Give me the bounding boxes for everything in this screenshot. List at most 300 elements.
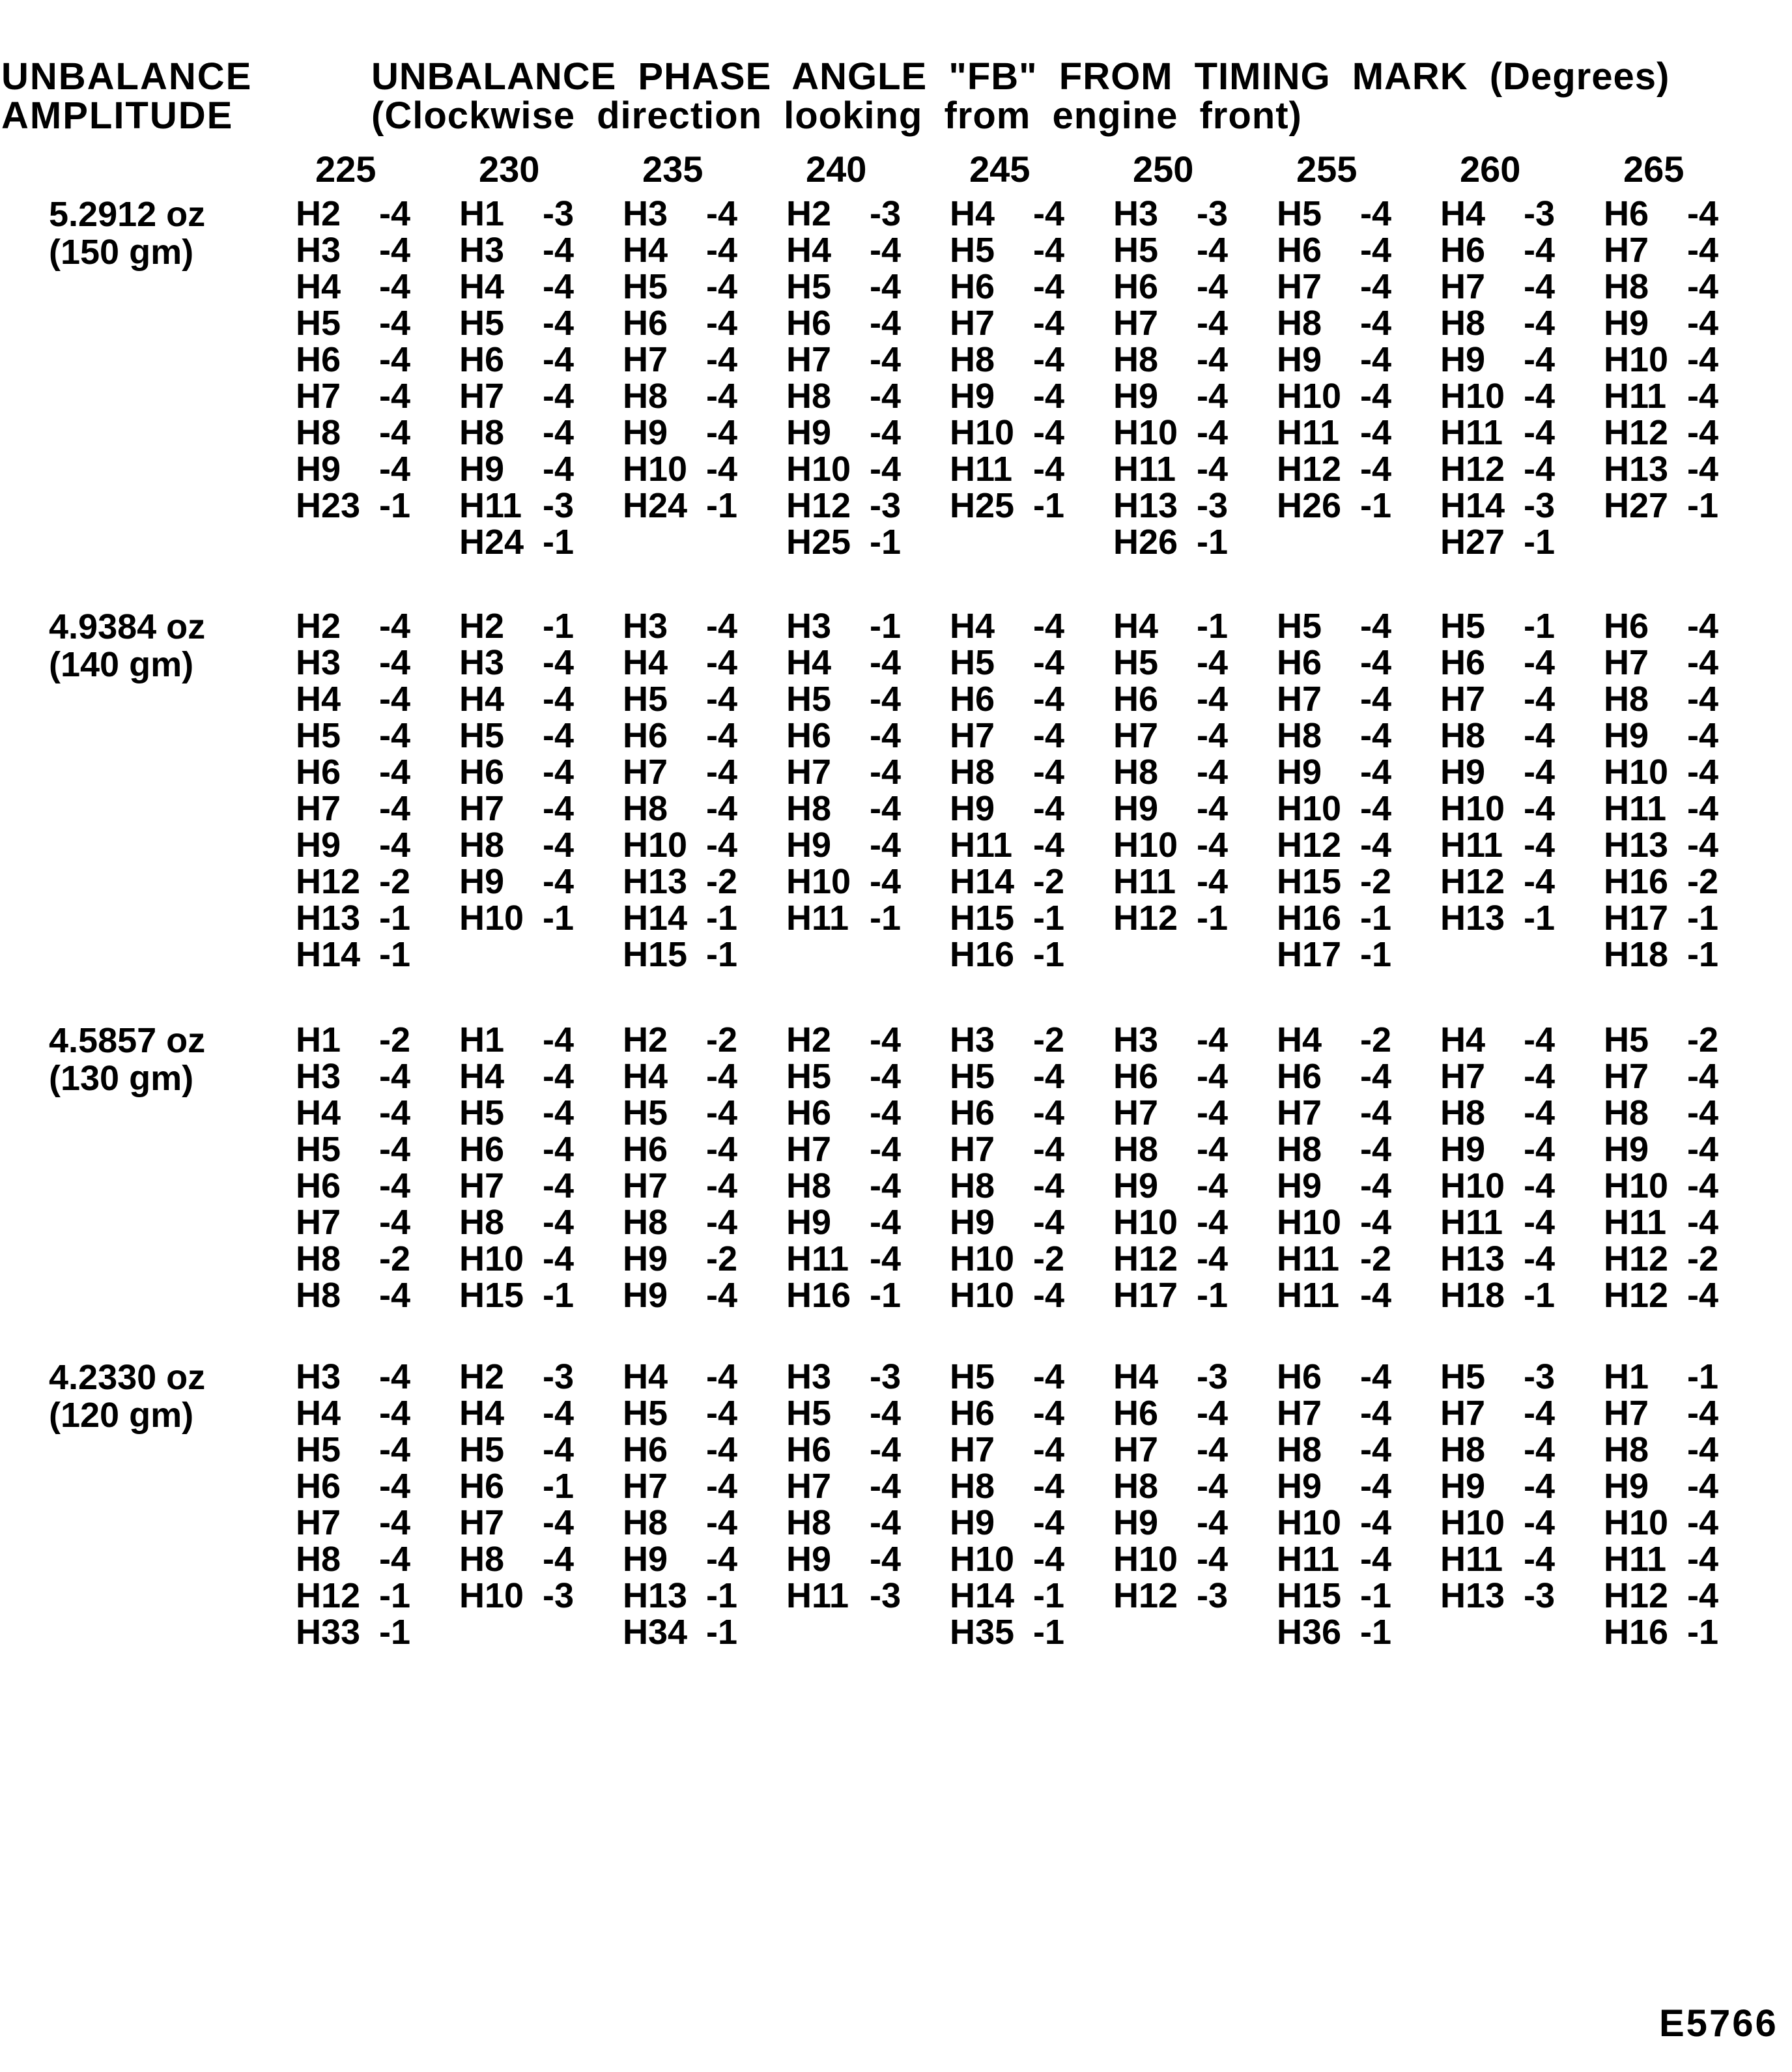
- harmonic-order: H4: [296, 1093, 341, 1132]
- harmonic-order: H7: [1604, 231, 1649, 270]
- phase-offset: -4: [1033, 450, 1065, 489]
- angle-column-250: [1113, 1022, 1277, 1314]
- phase-offset: -4: [1033, 643, 1065, 682]
- phase-offset: -4: [1524, 1093, 1556, 1132]
- harmonic-entry: [623, 414, 786, 451]
- harmonic-entry: [1113, 1022, 1277, 1058]
- phase-offset: -3: [870, 1576, 902, 1615]
- harmonic-entry: [786, 195, 950, 232]
- harmonic-order: H9: [1604, 1130, 1649, 1169]
- harmonic-entry: [786, 341, 950, 378]
- harmonic-order: H3: [296, 1357, 341, 1396]
- harmonic-entry: [950, 754, 1113, 790]
- phase-offset: -4: [543, 716, 575, 755]
- phase-offset: -4: [543, 680, 575, 719]
- harmonic-order: H10: [1113, 826, 1178, 865]
- amplitude-group: [49, 195, 1767, 560]
- harmonic-order: H9: [1604, 716, 1649, 755]
- phase-offset: -4: [1033, 194, 1065, 233]
- harmonic-entry: [623, 1241, 786, 1277]
- harmonic-order: H18: [1604, 935, 1669, 974]
- harmonic-order: H9: [786, 826, 832, 865]
- harmonic-entry: [1440, 681, 1604, 717]
- phase-offset: -4: [543, 1130, 575, 1169]
- harmonic-entry: [296, 341, 459, 378]
- phase-offset: -4: [706, 413, 738, 452]
- harmonic-order: H15: [459, 1276, 524, 1315]
- harmonic-order: H9: [1277, 1467, 1322, 1506]
- harmonic-entry: [950, 232, 1113, 268]
- harmonic-order: H7: [1440, 267, 1486, 306]
- phase-offset: -4: [1687, 377, 1719, 416]
- harmonic-order: H4: [1113, 607, 1159, 646]
- harmonic-order: H8: [786, 377, 832, 416]
- harmonic-entry: [1440, 1541, 1604, 1577]
- harmonic-order: H6: [950, 1093, 995, 1132]
- phase-offset: -4: [1524, 450, 1556, 489]
- harmonic-order: H14: [950, 862, 1015, 901]
- harmonic-entry: [459, 1432, 623, 1468]
- harmonic-order: H9: [1440, 753, 1486, 792]
- harmonic-order: H4: [296, 1394, 341, 1433]
- harmonic-entry: [459, 195, 623, 232]
- harmonic-order: H7: [623, 1166, 668, 1205]
- harmonic-entry: [1604, 1614, 1767, 1650]
- harmonic-entry: [1440, 487, 1604, 524]
- phase-offset: -4: [1687, 1540, 1719, 1579]
- phase-offset: -4: [1524, 1467, 1556, 1506]
- harmonic-order: H10: [950, 413, 1015, 452]
- phase-offset: -4: [706, 716, 738, 755]
- phase-offset: -1: [1687, 899, 1719, 938]
- harmonic-entry: [1113, 195, 1277, 232]
- harmonic-entry: [459, 1468, 623, 1504]
- harmonic-order: H10: [459, 1239, 524, 1278]
- harmonic-order: H8: [950, 753, 995, 792]
- phase-offset: -3: [543, 486, 575, 525]
- harmonic-order: H6: [1440, 643, 1486, 682]
- harmonic-entry: [1440, 414, 1604, 451]
- harmonic-order: H9: [1277, 1166, 1322, 1205]
- phase-offset: -4: [1360, 450, 1392, 489]
- phase-offset: -4: [379, 789, 411, 828]
- harmonic-entry: [459, 608, 623, 644]
- harmonic-entry: [1277, 1095, 1440, 1131]
- harmonic-order: H9: [1113, 1166, 1159, 1205]
- harmonic-order: H11: [1604, 1540, 1667, 1579]
- phase-offset: -4: [379, 1503, 411, 1542]
- harmonic-entry: [296, 232, 459, 268]
- harmonic-order: H8: [1113, 340, 1159, 379]
- angle-column-240: [786, 1022, 950, 1314]
- phase-offset: -1: [1360, 935, 1392, 974]
- harmonic-entry: [459, 268, 623, 305]
- harmonic-entry: [786, 1359, 950, 1395]
- phase-offset: -4: [1197, 1239, 1229, 1278]
- harmonic-entry: [950, 378, 1113, 414]
- harmonic-entry: [1604, 195, 1767, 232]
- harmonic-entry: [1277, 1168, 1440, 1204]
- harmonic-entry: [1440, 827, 1604, 863]
- group-columns: [296, 195, 1767, 560]
- phase-offset: -4: [379, 413, 411, 452]
- phase-offset: -4: [379, 716, 411, 755]
- harmonic-order: H9: [1113, 377, 1159, 416]
- harmonic-entry: [459, 487, 623, 524]
- harmonic-order: H5: [786, 680, 832, 719]
- harmonic-entry: [623, 1395, 786, 1432]
- harmonic-order: H8: [950, 340, 995, 379]
- harmonic-entry: [623, 232, 786, 268]
- harmonic-order: H4: [623, 231, 668, 270]
- phase-offset: -4: [1687, 643, 1719, 682]
- angle-column-250: [1113, 608, 1277, 973]
- harmonic-order: H5: [1113, 643, 1159, 682]
- phase-offset: -4: [379, 1093, 411, 1132]
- harmonic-entry: [1277, 1468, 1440, 1504]
- phase-offset: -4: [1033, 607, 1065, 646]
- phase-offset: -4: [379, 1203, 411, 1242]
- phase-offset: -4: [1687, 267, 1719, 306]
- harmonic-order: H8: [950, 1467, 995, 1506]
- phase-offset: -4: [379, 753, 411, 792]
- harmonic-order: H8: [1277, 1430, 1322, 1469]
- phase-offset: -1: [379, 1576, 411, 1615]
- angle-column-240: [786, 608, 950, 973]
- harmonic-order: H7: [1277, 1093, 1322, 1132]
- harmonic-entry: [1113, 1168, 1277, 1204]
- phase-offset: -1: [1033, 935, 1065, 974]
- harmonic-order: H4: [1113, 1357, 1159, 1396]
- angle-column-265: [1604, 608, 1767, 973]
- harmonic-entry: [623, 1614, 786, 1650]
- harmonic-entry: [1277, 863, 1440, 900]
- harmonic-entry: [950, 305, 1113, 341]
- harmonic-order: H12: [1113, 899, 1178, 938]
- harmonic-order: H10: [786, 862, 851, 901]
- harmonic-entry: [950, 451, 1113, 487]
- phase-offset: -4: [543, 340, 575, 379]
- harmonic-entry: [459, 1504, 623, 1541]
- harmonic-entry: [950, 1504, 1113, 1541]
- harmonic-order: H5: [1440, 1357, 1486, 1396]
- harmonic-entry: [623, 1468, 786, 1504]
- harmonic-entry: [623, 1577, 786, 1614]
- harmonic-order: H13: [1440, 899, 1505, 938]
- harmonic-order: H7: [1440, 680, 1486, 719]
- harmonic-order: H6: [950, 680, 995, 719]
- harmonic-entry: [1604, 1168, 1767, 1204]
- phase-offset: -4: [1687, 1503, 1719, 1542]
- harmonic-entry: [1113, 644, 1277, 681]
- phase-offset: -1: [379, 935, 411, 974]
- phase-offset: -4: [1687, 1276, 1719, 1315]
- phase-offset: -4: [543, 1020, 575, 1059]
- harmonic-order: H3: [459, 231, 505, 270]
- phase-offset: -4: [1524, 1166, 1556, 1205]
- harmonic-entry: [1440, 1241, 1604, 1277]
- phase-offset: -4: [1687, 607, 1719, 646]
- phase-offset: -4: [1197, 413, 1229, 452]
- harmonic-order: H9: [623, 1540, 668, 1579]
- harmonic-entry: [950, 195, 1113, 232]
- harmonic-order: H2: [459, 1357, 505, 1396]
- harmonic-order: H9: [623, 1276, 668, 1315]
- harmonic-entry: [623, 1168, 786, 1204]
- harmonic-order: H5: [623, 1394, 668, 1433]
- harmonic-entry: [623, 378, 786, 414]
- harmonic-order: H4: [1440, 1020, 1486, 1059]
- harmonic-order: H5: [786, 267, 832, 306]
- phase-offset: -4: [543, 267, 575, 306]
- harmonic-entry: [950, 1468, 1113, 1504]
- phase-offset: -4: [543, 753, 575, 792]
- phase-offset: -4: [1687, 789, 1719, 828]
- harmonic-order: H5: [786, 1057, 832, 1096]
- phase-offset: -4: [379, 304, 411, 343]
- harmonic-entry: [1277, 1058, 1440, 1095]
- harmonic-order: H11: [1440, 1203, 1503, 1242]
- phase-offset: -4: [1197, 1503, 1229, 1542]
- phase-offset: -4: [1360, 1357, 1392, 1396]
- harmonic-order: H8: [623, 789, 668, 828]
- phase-offset: -4: [1524, 304, 1556, 343]
- phase-offset: -4: [1197, 680, 1229, 719]
- phase-offset: -4: [706, 340, 738, 379]
- harmonic-entry: [1440, 451, 1604, 487]
- phase-offset: -2: [1687, 1239, 1719, 1278]
- harmonic-entry: [1440, 1058, 1604, 1095]
- harmonic-entry: [623, 1541, 786, 1577]
- harmonic-order: H16: [1604, 1613, 1669, 1652]
- harmonic-order: H13: [623, 862, 688, 901]
- phase-offset: -4: [1687, 340, 1719, 379]
- phase-offset: -4: [543, 1203, 575, 1242]
- angle-column-225: [296, 1359, 459, 1650]
- harmonic-entry: [1440, 1204, 1604, 1241]
- harmonic-entry: [296, 936, 459, 973]
- phase-offset: -4: [1033, 716, 1065, 755]
- phase-offset: -4: [870, 1394, 902, 1433]
- harmonic-order: H14: [950, 1576, 1015, 1615]
- phase-offset: -4: [1033, 1503, 1065, 1542]
- harmonic-entry: [296, 1359, 459, 1395]
- harmonic-order: H6: [459, 1130, 505, 1169]
- harmonic-order: H11: [1113, 450, 1176, 489]
- harmonic-order: H11: [1113, 862, 1176, 901]
- phase-offset: -4: [543, 643, 575, 682]
- phase-offset: -4: [1033, 680, 1065, 719]
- harmonic-entry: [459, 1131, 623, 1168]
- harmonic-order: H6: [1113, 1057, 1159, 1096]
- phase-offset: -4: [870, 450, 902, 489]
- harmonic-entry: [459, 863, 623, 900]
- phase-offset: -4: [1197, 862, 1229, 901]
- phase-offset: -4: [1033, 1394, 1065, 1433]
- angle-column-245: [950, 1022, 1113, 1314]
- harmonic-order: H6: [1277, 1057, 1322, 1096]
- harmonic-entry: [786, 1395, 950, 1432]
- harmonic-order: H3: [623, 607, 668, 646]
- harmonic-entry: [1277, 305, 1440, 341]
- phase-offset: -4: [1524, 1203, 1556, 1242]
- harmonic-entry: [950, 268, 1113, 305]
- harmonic-entry: [1277, 754, 1440, 790]
- phase-offset: -1: [870, 1276, 902, 1315]
- harmonic-entry: [950, 863, 1113, 900]
- phase-offset: -3: [870, 486, 902, 525]
- harmonic-entry: [1604, 1468, 1767, 1504]
- harmonic-order: H2: [786, 194, 832, 233]
- harmonic-entry: [296, 1095, 459, 1131]
- phase-offset: -4: [706, 1357, 738, 1396]
- phase-offset: -4: [1033, 1467, 1065, 1506]
- harmonic-entry: [950, 936, 1113, 973]
- harmonic-order: H6: [786, 716, 832, 755]
- harmonic-entry: [1277, 681, 1440, 717]
- harmonic-entry: [950, 1395, 1113, 1432]
- harmonic-entry: [623, 1058, 786, 1095]
- harmonic-order: H13: [296, 899, 361, 938]
- harmonic-entry: [296, 1577, 459, 1614]
- phase-offset: -4: [1687, 194, 1719, 233]
- phase-offset: -4: [1687, 231, 1719, 270]
- phase-offset: -4: [870, 1503, 902, 1542]
- phase-offset: -4: [543, 1239, 575, 1278]
- harmonic-order: H4: [1440, 194, 1486, 233]
- harmonic-order: H7: [296, 377, 341, 416]
- harmonic-entry: [623, 1504, 786, 1541]
- harmonic-order: H11: [1604, 789, 1667, 828]
- harmonic-entry: [296, 608, 459, 644]
- harmonic-entry: [1113, 487, 1277, 524]
- harmonic-entry: [1113, 378, 1277, 414]
- phase-offset: -1: [1197, 523, 1229, 562]
- harmonic-entry: [1604, 900, 1767, 936]
- harmonic-order: H11: [1277, 413, 1340, 452]
- harmonic-order: H6: [1277, 643, 1322, 682]
- harmonic-order: H10: [950, 1239, 1015, 1278]
- phase-offset: -4: [1687, 304, 1719, 343]
- phase-offset: -4: [1197, 789, 1229, 828]
- harmonic-order: H12: [1277, 826, 1342, 865]
- phase-offset: -1: [706, 486, 738, 525]
- phase-offset: -4: [543, 1093, 575, 1132]
- harmonic-order: H5: [459, 1093, 505, 1132]
- harmonic-order: H5: [296, 1430, 341, 1469]
- harmonic-entry: [1440, 608, 1604, 644]
- phase-offset: -4: [543, 826, 575, 865]
- harmonic-order: H5: [459, 716, 505, 755]
- harmonic-entry: [296, 754, 459, 790]
- angle-col-header-260: 260: [1460, 149, 1521, 190]
- harmonic-entry: [459, 378, 623, 414]
- harmonic-order: H24: [623, 486, 688, 525]
- phase-offset: -1: [706, 935, 738, 974]
- harmonic-entry: [1440, 644, 1604, 681]
- harmonic-order: H9: [296, 826, 341, 865]
- harmonic-entry: [296, 451, 459, 487]
- harmonic-entry: [1604, 1504, 1767, 1541]
- phase-offset: -4: [1524, 1057, 1556, 1096]
- harmonic-order: H12: [1113, 1576, 1178, 1615]
- phase-offset: -4: [1360, 1130, 1392, 1169]
- harmonic-entry: [786, 1204, 950, 1241]
- harmonic-entry: [296, 827, 459, 863]
- harmonic-order: H17: [1113, 1276, 1178, 1315]
- phase-offset: -4: [543, 450, 575, 489]
- group-columns: [296, 608, 1767, 973]
- harmonic-entry: [1277, 900, 1440, 936]
- phase-offset: -4: [1687, 826, 1719, 865]
- harmonic-order: H15: [1277, 1576, 1342, 1615]
- angle-column-255: [1277, 1022, 1440, 1314]
- harmonic-order: H8: [459, 413, 505, 452]
- harmonic-entry: [786, 1058, 950, 1095]
- harmonic-entry: [950, 717, 1113, 754]
- harmonic-order: H4: [1277, 1020, 1322, 1059]
- harmonic-order: H5: [296, 304, 341, 343]
- phase-offset: -4: [1033, 377, 1065, 416]
- harmonic-order: H6: [950, 1394, 995, 1433]
- phase-offset: -4: [870, 1020, 902, 1059]
- harmonic-entry: [1604, 414, 1767, 451]
- harmonic-entry: [1277, 1541, 1440, 1577]
- harmonic-order: H5: [1604, 1020, 1649, 1059]
- harmonic-order: H5: [296, 716, 341, 755]
- harmonic-order: H7: [1113, 1093, 1159, 1132]
- harmonic-entry: [786, 378, 950, 414]
- harmonic-order: H3: [1113, 194, 1159, 233]
- phase-offset: -1: [1687, 486, 1719, 525]
- harmonic-entry: [1604, 754, 1767, 790]
- harmonic-order: H1: [459, 194, 505, 233]
- harmonic-order: H7: [459, 1166, 505, 1205]
- harmonic-order: H8: [1277, 304, 1322, 343]
- harmonic-entry: [459, 1577, 623, 1614]
- phase-offset: -4: [1197, 1166, 1229, 1205]
- phase-offset: -4: [1360, 194, 1392, 233]
- harmonic-order: H10: [786, 450, 851, 489]
- harmonic-entry: [296, 268, 459, 305]
- harmonic-order: H6: [296, 340, 341, 379]
- phase-offset: -4: [379, 607, 411, 646]
- harmonic-entry: [1604, 341, 1767, 378]
- harmonic-entry: [950, 1241, 1113, 1277]
- angle-column-230: [459, 1022, 623, 1314]
- amplitude-label: [49, 1022, 296, 1097]
- harmonic-order: H33: [296, 1613, 361, 1652]
- angle-column-255: [1277, 608, 1440, 973]
- phase-offset: -4: [1033, 1093, 1065, 1132]
- harmonic-order: H8: [459, 1540, 505, 1579]
- harmonic-entry: [1604, 1022, 1767, 1058]
- phase-offset: -1: [706, 1576, 738, 1615]
- phase-offset: -3: [870, 1357, 902, 1396]
- harmonic-order: H7: [786, 340, 832, 379]
- harmonic-order: H6: [786, 1430, 832, 1469]
- harmonic-order: H9: [459, 862, 505, 901]
- harmonic-entry: [623, 827, 786, 863]
- harmonic-entry: [459, 644, 623, 681]
- phase-offset: -4: [1197, 643, 1229, 682]
- harmonic-order: H16: [1604, 862, 1669, 901]
- harmonic-entry: [1277, 1577, 1440, 1614]
- harmonic-order: H35: [950, 1613, 1015, 1652]
- harmonic-order: H8: [1604, 680, 1649, 719]
- harmonic-entry: [786, 451, 950, 487]
- phase-offset: -4: [1197, 1203, 1229, 1242]
